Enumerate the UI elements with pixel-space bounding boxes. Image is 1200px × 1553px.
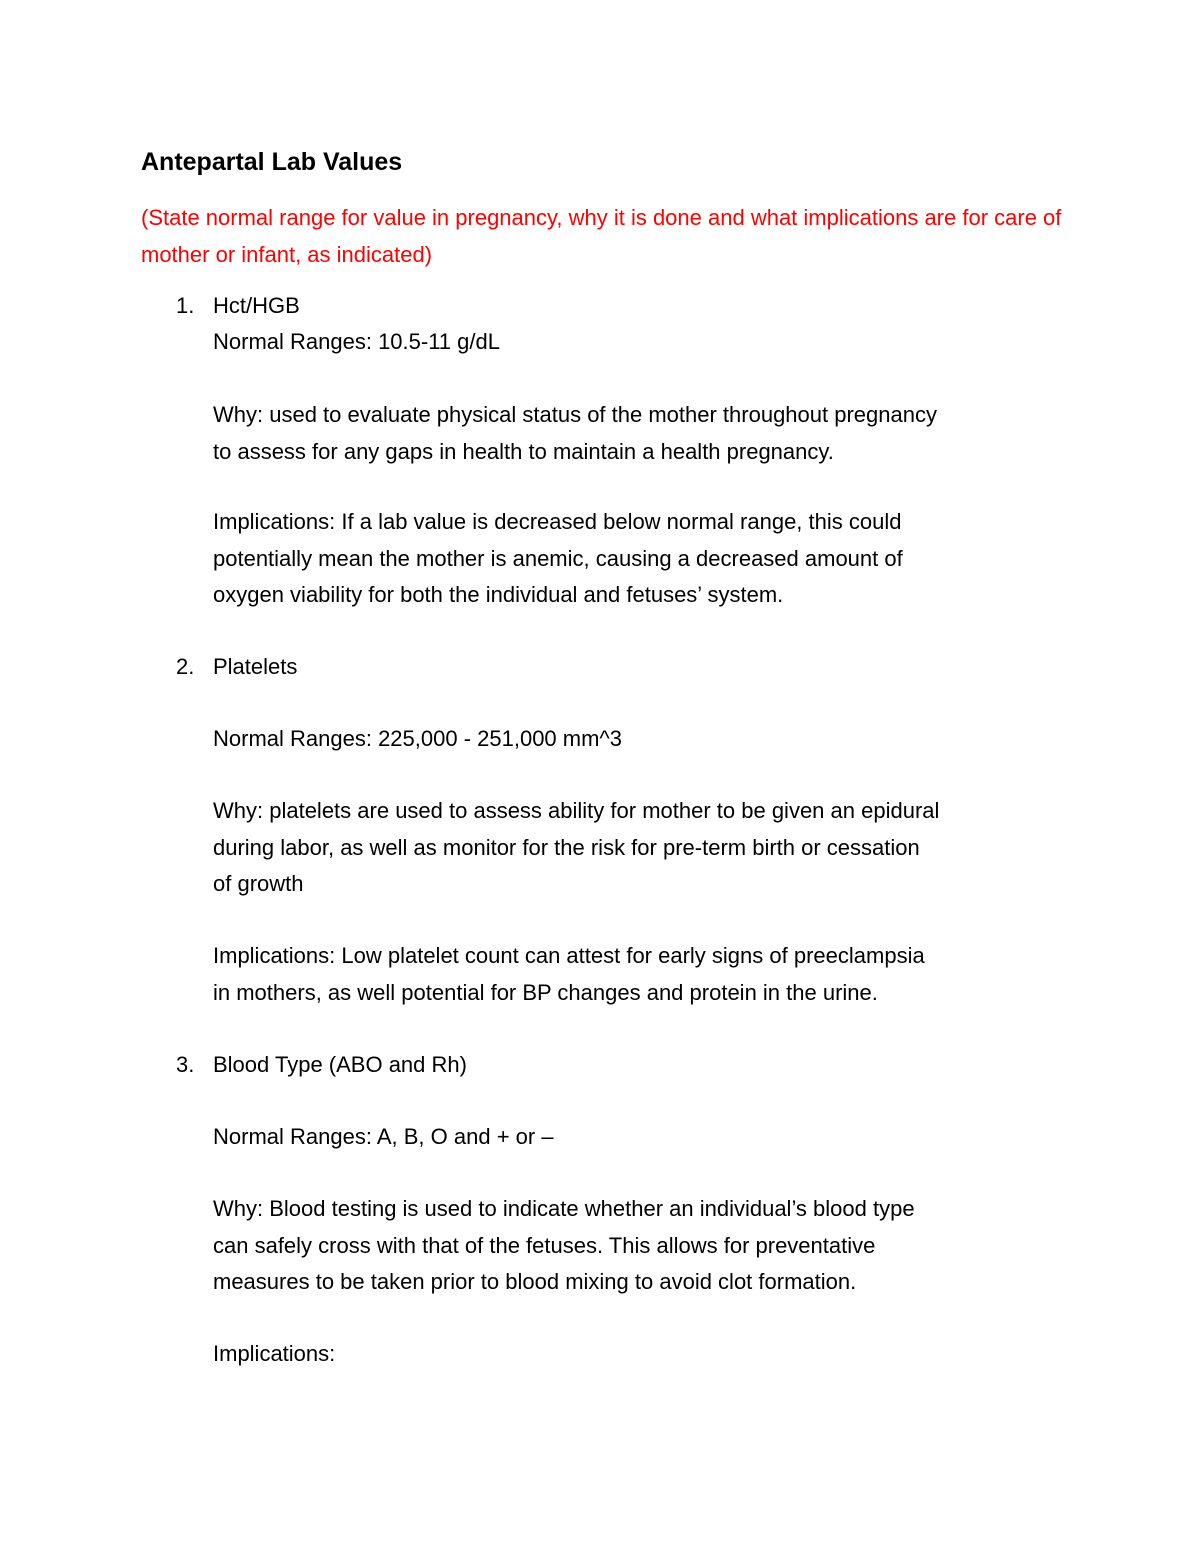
why-text: Why: Blood testing is used to indicate whether an individual’s blood type can safely cross with that of the fetuses. This allows for preventative measures to be taken prior to blood mixing to avoid clot formation. [213, 1196, 915, 1294]
normal-ranges: Normal Ranges: 10.5-11 g/dL [213, 329, 500, 354]
why-text: Why: used to evaluate physical status of the mother throughout pregnancy to assess for any gaps in health to maintain a health pregnancy. [213, 402, 937, 464]
item-name: Platelets [213, 654, 298, 679]
why-text: Why: platelets are used to assess ability for mother to be given an epidural during labor, as well as monitor for the risk for pre-term birth or cessation of growth [213, 798, 940, 896]
list-number: 3. [176, 1052, 195, 1077]
implications-text: Implications: [213, 1341, 336, 1366]
list-number: 1. [176, 293, 195, 318]
implications-text: Implications: Low platelet count can attest for early signs of preeclampsia in mothers, as well potential for BP changes and protein in the urine. [213, 943, 925, 1005]
page-title: Antepartal Lab Values [141, 148, 403, 176]
list-number: 2. [176, 654, 195, 679]
implications-text: Implications: If a lab value is decreased below normal range, this could potentially mean the mother is anemic, causing a decreased amount of oxygen viability for both the individual and fetuses’ system. [213, 509, 903, 607]
normal-ranges: Normal Ranges: A, B, O and + or – [213, 1124, 554, 1149]
normal-ranges: Normal Ranges: 225,000 - 251,000 mm^3 [213, 726, 622, 751]
item-name: Hct/HGB [213, 293, 300, 318]
instructions-text: (State normal range for value in pregnancy, why it is done and what implications are for care of mother or infant, as indicated) [141, 205, 1062, 267]
item-name: Blood Type (ABO and Rh) [213, 1052, 467, 1077]
